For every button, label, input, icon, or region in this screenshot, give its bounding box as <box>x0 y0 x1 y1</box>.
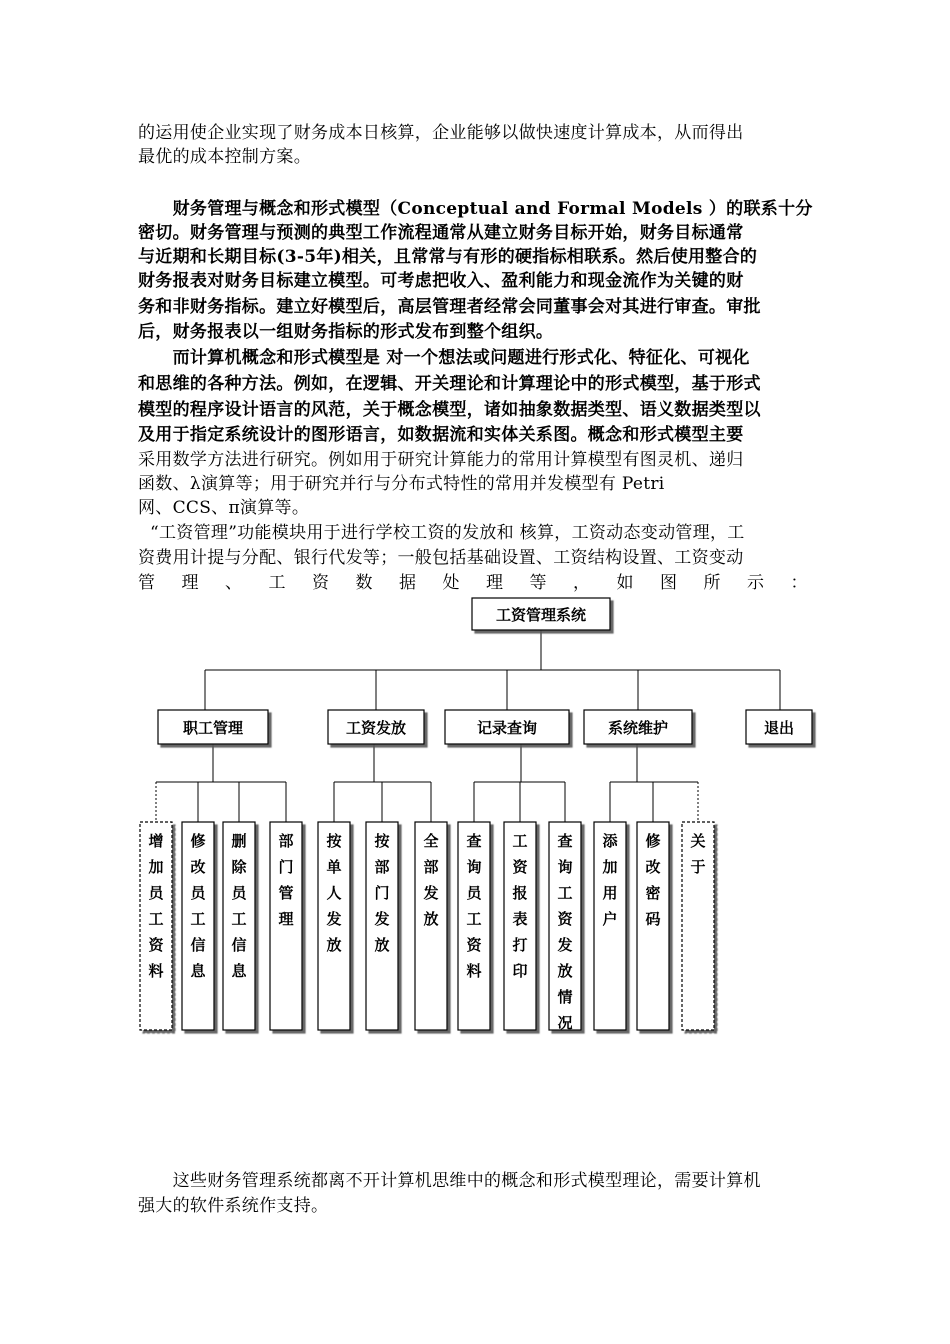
leaf-label: 删除员工信息 <box>231 832 247 980</box>
computing-line-5: 采用数学方法进行研究。例如用于研究计算能力的常用计算模型有图灵机、递归 <box>138 450 744 470</box>
models-line-5: 务和非财务指标。建立好模型后，高层管理者经常会同董事会对其进行审查。审批 <box>138 297 761 317</box>
salary-token: 处 <box>442 573 460 593</box>
salary-token: 数 <box>355 573 373 593</box>
module-label: 退出 <box>763 719 795 737</box>
models-line-1: 财务管理与概念和形式模型（Conceptual and Formal Models ）的联系十分 <box>138 199 813 219</box>
leaf-label: 按单人发放 <box>326 832 342 954</box>
leaf-label: 修改员工信息 <box>190 832 206 980</box>
leaf-label: 查询员工资料 <box>466 832 482 980</box>
models-line-2: 密切。财务管理与预测的典型工作流程通常从建立财务目标开始，财务目标通常 <box>138 223 744 243</box>
salary-token: 工 <box>268 573 286 593</box>
leaf-label: 增加员工资料 <box>148 832 164 980</box>
salary-token: 如 <box>616 573 634 593</box>
salary-token: 、 <box>225 573 243 593</box>
salary-system-structure-diagram <box>0 590 950 1050</box>
module-label: 工资发放 <box>345 719 407 737</box>
root-node-label: 工资管理系统 <box>495 606 587 624</box>
salary-token: 资 <box>312 573 330 593</box>
leaf-box <box>682 822 714 1030</box>
diagram-nodes <box>140 598 812 1032</box>
salary-line-2: 资费用计提与分配、银行代发等；一般包括基础设置、工资结构设置、工资变动 <box>138 548 744 568</box>
models-line-3: 与近期和长期目标(3-5年)相关，且常常与有形的硬指标相联系。然后使用整合的 <box>138 247 758 267</box>
computing-line-6: 函数、λ演算等；用于研究并行与分布式特性的常用并发模型有 Petri <box>138 474 665 494</box>
leaf-label: 修改密码 <box>645 832 661 928</box>
leaf-label: 添加用户 <box>602 832 618 928</box>
salary-token: ： <box>790 573 808 593</box>
conclusion-line-1: 这些财务管理系统都离不开计算机思维中的概念和形式模型理论，需要计算机 <box>138 1171 761 1191</box>
salary-token: 据 <box>399 573 417 593</box>
salary-token: 示 <box>747 573 765 593</box>
computing-line-3: 模型的程序设计语言的风范，关于概念模型，诸如抽象数据类型、语义数据类型以 <box>138 400 761 420</box>
salary-token: 等 <box>529 573 547 593</box>
intro-line-1: 的运用使企业实现了财务成本日核算，企业能够以做快速度计算成本，从而得出 <box>138 123 744 143</box>
computing-line-4: 及用于指定系统设计的图形语言，如数据流和实体关系图。概念和形式模型主要 <box>138 425 744 445</box>
salary-token: 理 <box>486 573 504 593</box>
module-label: 记录查询 <box>476 719 538 737</box>
computing-line-7: 网、CCS、π演算等。 <box>138 498 310 518</box>
leaf-label: 工资报表打印 <box>512 832 528 980</box>
leaf-label: 按部门发放 <box>374 832 390 954</box>
conclusion-line-2: 强大的软件系统作支持。 <box>138 1196 329 1216</box>
computing-line-1: 而计算机概念和形式模型是 对一个想法或问题进行形式化、特征化、可视化 <box>138 348 750 368</box>
salary-token: ， <box>573 573 591 593</box>
salary-token: 理 <box>181 573 199 593</box>
leaf-label: 全部发放 <box>423 832 439 928</box>
models-line-4: 财务报表对财务目标建立模型。可考虑把收入、盈利能力和现金流作为关键的财 <box>138 271 744 291</box>
salary-token: 图 <box>660 573 678 593</box>
salary-line-1: “工资管理”功能模块用于进行学校工资的发放和 核算，工资动态变动管理，工 <box>150 523 745 543</box>
leaf-label: 部门管理 <box>278 832 294 928</box>
salary-token: 所 <box>703 573 721 593</box>
leaf-label: 查询工资发放情况 <box>557 832 573 1032</box>
computing-line-2: 和思维的各种方法。例如，在逻辑、开关理论和计算理论中的形式模型，基于形式 <box>138 374 761 394</box>
leaf-label: 关于 <box>690 832 706 876</box>
module-label: 职工管理 <box>182 719 244 737</box>
module-label: 系统维护 <box>607 719 669 737</box>
salary-token: 管 <box>138 573 156 593</box>
intro-line-2: 最优的成本控制方案。 <box>138 147 311 167</box>
models-line-6: 后，财务报表以一组财务指标的形式发布到整个组织。 <box>138 322 554 342</box>
